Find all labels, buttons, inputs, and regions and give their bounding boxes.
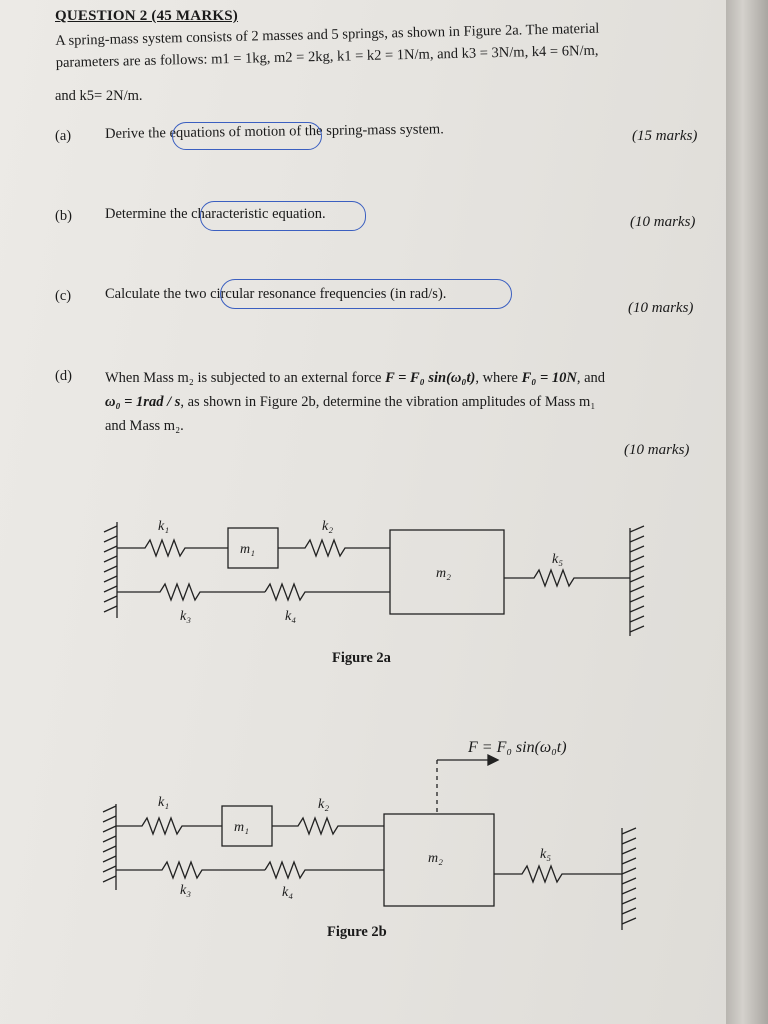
part-c-marks: (10 marks): [628, 300, 694, 316]
spring-k2-a: [278, 540, 390, 556]
caption-figure-2a: Figure 2a: [332, 650, 391, 666]
label-k3-a: k₃: [180, 609, 192, 624]
spring-k3-a: [117, 584, 265, 600]
figure-2a-labels: [158, 519, 563, 624]
figure-2b: [103, 755, 636, 930]
left-wall-hatch-b: [103, 806, 116, 882]
amplitude-expression: F₀ = 10N: [521, 370, 577, 386]
spring-k4-b: [265, 862, 384, 878]
omega-expression: ω₀ = 1rad / s: [105, 394, 181, 410]
part-b-highlight: characteristic equation.: [191, 206, 326, 222]
force-arrow-head: [488, 755, 498, 765]
part-d-l1b: , where: [475, 370, 518, 386]
label-k2-a: k₂: [322, 519, 334, 534]
intro-line-2: parameters are as follows: m1 = 1kg, m2 = 2kg, k1 = k2 = 1N/m, and k3 = 3N/m, k4 = 6N/m,: [55, 42, 599, 71]
part-d-l1a: When Mass m₂ is subjected to an external force: [105, 370, 382, 386]
label-m2-b: m₂: [428, 851, 443, 866]
label-k2-b: k₂: [318, 797, 330, 812]
spring-k5-a: [504, 570, 630, 586]
label-k5-a: k₅: [552, 552, 564, 567]
label-m1-a: m₁: [240, 542, 255, 557]
label-k4-a: k₄: [285, 609, 297, 624]
force-expression: F = F₀ sin(ω₀t): [385, 370, 476, 386]
spring-k2-b: [272, 818, 384, 834]
left-wall-hatch-a: [104, 526, 117, 612]
part-b-marks: (10 marks): [630, 214, 696, 230]
spring-k1-b: [116, 818, 222, 834]
part-a-label: (a): [55, 128, 72, 144]
label-k5-b: k₅: [540, 847, 552, 862]
force-label-b: F = F₀ sin(ω₀t): [468, 739, 567, 756]
spring-k1-a: [117, 540, 228, 556]
caption-figure-2b: Figure 2b: [327, 924, 387, 940]
part-c-highlight: circular resonance frequencies (in rad/s).: [210, 286, 447, 302]
part-d-line-3: and Mass m₂.: [105, 418, 184, 434]
spring-k5-b: [494, 866, 622, 882]
spring-k3-b: [116, 862, 265, 878]
intro-line-1: A spring-mass system consists of 2 masses and 5 springs, as shown in Figure 2a. The material: [55, 20, 600, 49]
label-m1-b: m₁: [234, 820, 249, 835]
part-d-label: (d): [55, 368, 72, 384]
part-d-l1c: , and: [576, 370, 606, 386]
label-k1-a: k₁: [158, 519, 170, 534]
part-c-before: Calculate the two: [105, 286, 207, 302]
part-a-marks: (15 marks): [632, 128, 698, 144]
part-c-label: (c): [55, 288, 72, 304]
part-b-label: (b): [55, 208, 72, 224]
part-a-after: of the spring-mass system.: [289, 121, 444, 140]
label-m2-a: m₂: [436, 566, 451, 581]
part-d-l2: , as shown in Figure 2b, determine the vibration amplitudes of Mass m₁: [180, 394, 596, 410]
label-k4-b: k₄: [282, 885, 294, 900]
part-a-highlight: equations of motion: [169, 123, 286, 142]
intro-line-3: and k5= 2N/m.: [55, 88, 143, 104]
right-wall-hatch-b: [622, 828, 636, 924]
part-d-marks: (10 marks): [624, 442, 690, 458]
part-a-before: Derive the: [105, 125, 167, 142]
part-b-before: Determine the: [105, 206, 188, 222]
spring-k4-a: [265, 584, 390, 600]
figure-2b-labels: [158, 739, 567, 900]
question-heading: QUESTION 2 (45 MARKS): [55, 8, 238, 24]
right-wall-hatch-a: [630, 526, 644, 632]
label-k3-b: k₃: [180, 883, 192, 898]
label-k1-b: k₁: [158, 795, 170, 810]
